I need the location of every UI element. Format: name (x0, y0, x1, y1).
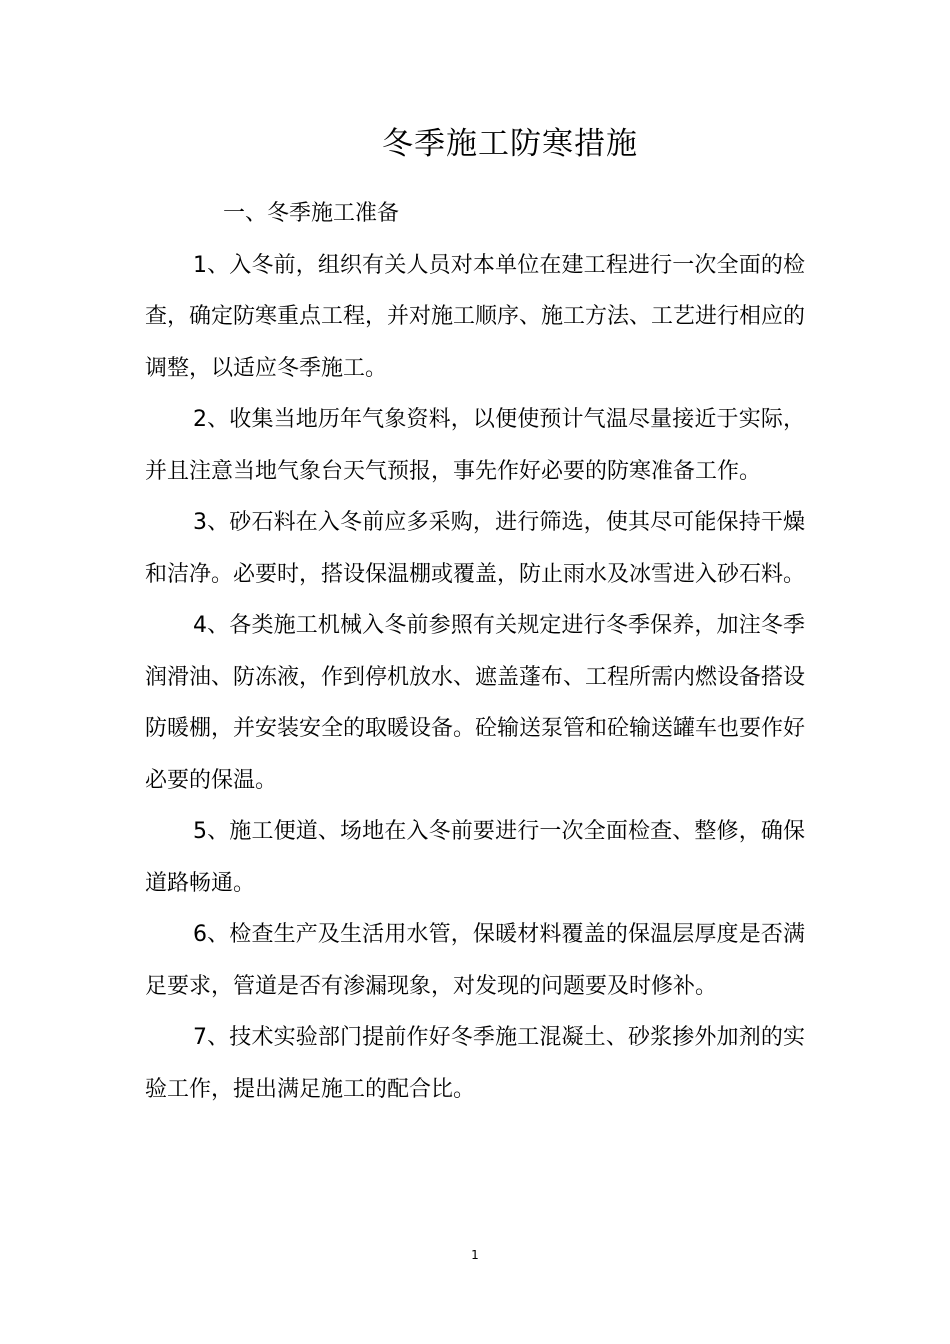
document-body (145, 188, 805, 1115)
paragraph-1: 1、入冬前，组织有关人员对本单位在建工程进行一次全面的检查，确定防寒重点工程，并对施工顺序、施工方法、工艺进行相应的调整，以适应冬季施工。 (145, 252, 806, 381)
paragraph-4: 4、各类施工机械入冬前参照有关规定进行冬季保养，加注冬季润滑油、防冻液，作到停机放水、遮盖蓬布、工程所需内燃设备搭设防暖棚，并安装安全的取暖设备。砼输送泵管和砼输送罐车也要作好必要的保温。 (145, 613, 806, 793)
section-heading: 一、冬季施工准备 (223, 201, 400, 226)
paragraph-2: 2、收集当地历年气象资料，以便使预计气温尽量接近于实际，并且注意当地气象台天气预报，事先作好必要的防寒准备工作。 (145, 407, 805, 484)
page-number: 1 (471, 1248, 479, 1262)
paragraph-6: 6、检查生产及生活用水管，保暖材料覆盖的保温层厚度是否满足要求，管道是否有渗漏现象，对发现的问题要及时修补。 (145, 922, 805, 999)
document-title: 冬季施工防寒措施 (382, 126, 638, 162)
paragraph-5: 5、施工便道、场地在入冬前要进行一次全面检查、整修，确保道路畅通。 (145, 819, 805, 896)
paragraph-7: 7、技术实验部门提前作好冬季施工混凝土、砂浆掺外加剂的实验工作，提出满足施工的配合比。 (145, 1025, 805, 1102)
paragraph-3: 3、砂石料在入冬前应多采购，进行筛选，使其尽可能保持干燥和洁净。必要时，搭设保温棚或覆盖，防止雨水及冰雪进入砂石料。 (145, 510, 806, 587)
